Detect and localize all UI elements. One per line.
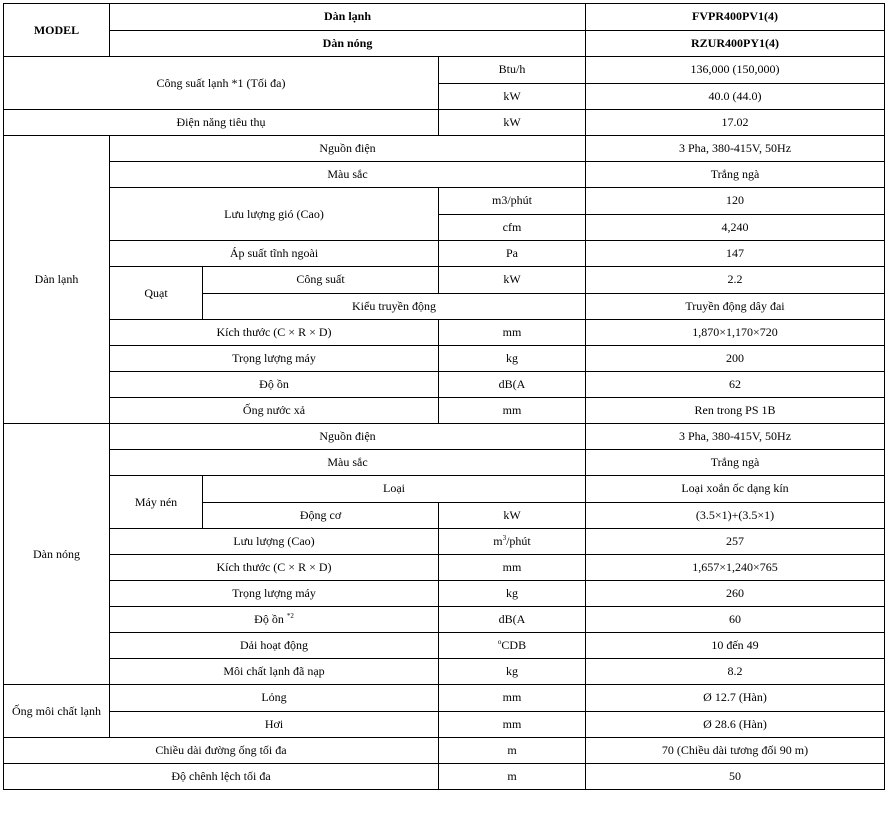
noise-footnote: *2	[286, 612, 294, 620]
compressor-motor-value: (3.5×1)+(3.5×1)	[586, 502, 885, 529]
table-row	[4, 110, 885, 136]
outdoor-weight-unit: kg	[439, 581, 586, 607]
table-row	[4, 764, 885, 790]
operating-range-value: 10 đến 49	[586, 633, 885, 659]
outdoor-power-supply-value: 3 Pha, 380-415V, 50Hz	[586, 424, 885, 450]
compressor-type-label: Loại	[203, 476, 586, 503]
header-row-outdoor	[4, 30, 885, 57]
model-header: MODEL	[4, 4, 110, 57]
outdoor-unit-header: Dàn nóng	[110, 30, 586, 57]
capacity-label: Công suất lạnh *1 (Tối đa)	[4, 57, 439, 110]
table-row	[4, 188, 885, 215]
outdoor-power-supply-label: Nguồn điện	[110, 424, 586, 450]
table-row	[4, 738, 885, 764]
fan-power-unit: kW	[439, 267, 586, 294]
table-row	[4, 529, 885, 555]
liquid-pipe-label: Lỏng	[110, 685, 439, 712]
indoor-noise-label: Độ ồn	[110, 372, 439, 398]
indoor-model-number: FVPR400PV1(4)	[586, 4, 885, 31]
noise-label-text: Độ ồn	[254, 612, 284, 626]
piping-group-label: Ống môi chất lạnh	[4, 685, 110, 738]
indoor-dimensions-value: 1,870×1,170×720	[586, 320, 885, 346]
indoor-weight-unit: kg	[439, 346, 586, 372]
max-length-unit: m	[439, 738, 586, 764]
static-pressure-unit: Pa	[439, 241, 586, 267]
drain-unit: mm	[439, 398, 586, 424]
fan-drive-label: Kiểu truyền động	[203, 293, 586, 320]
max-length-label: Chiều dài đường ống tối đa	[4, 738, 439, 764]
fan-label: Quạt	[110, 267, 203, 320]
table-row	[4, 241, 885, 267]
gas-pipe-value: Ø 28.6 (Hàn)	[586, 711, 885, 738]
power-value: 17.02	[586, 110, 885, 136]
indoor-power-supply-value: 3 Pha, 380-415V, 50Hz	[586, 136, 885, 162]
compressor-label: Máy nén	[110, 476, 203, 529]
table-row	[4, 398, 885, 424]
table-row	[4, 136, 885, 162]
table-row	[4, 685, 885, 712]
indoor-weight-value: 200	[586, 346, 885, 372]
indoor-dimensions-label: Kích thước (C × R × D)	[110, 320, 439, 346]
indoor-airflow-unit-cfm: cfm	[439, 214, 586, 241]
table-row	[4, 476, 885, 503]
table-row	[4, 450, 885, 476]
outdoor-color-value: Trắng ngà	[586, 450, 885, 476]
table-row	[4, 555, 885, 581]
refrigerant-value: 8.2	[586, 659, 885, 685]
unit-base: m	[493, 534, 503, 548]
operating-range-label: Dải hoạt động	[110, 633, 439, 659]
gas-pipe-label: Hơi	[110, 711, 439, 738]
outdoor-airflow-unit	[439, 529, 586, 555]
max-length-value: 70 (Chiều dài tương đối 90 m)	[586, 738, 885, 764]
liquid-pipe-unit: mm	[439, 685, 586, 712]
indoor-unit-header: Dàn lạnh	[110, 4, 586, 31]
refrigerant-label: Môi chất lạnh đã nạp	[110, 659, 439, 685]
indoor-airflow-label: Lưu lượng gió (Cao)	[110, 188, 439, 241]
compressor-motor-label: Động cơ	[203, 502, 439, 529]
drain-label: Ống nước xả	[110, 398, 439, 424]
outdoor-model-number: RZUR400PY1(4)	[586, 30, 885, 57]
gas-pipe-unit: mm	[439, 711, 586, 738]
table-row	[4, 659, 885, 685]
spec-table	[3, 3, 885, 790]
refrigerant-unit: kg	[439, 659, 586, 685]
table-row	[4, 267, 885, 294]
static-pressure-label: Áp suất tĩnh ngoài	[110, 241, 439, 267]
max-height-value: 50	[586, 764, 885, 790]
outdoor-group-label: Dàn nóng	[4, 424, 110, 685]
outdoor-dimensions-unit: mm	[439, 555, 586, 581]
outdoor-noise-unit: dB(A	[439, 607, 586, 633]
max-height-label: Độ chênh lệch tối đa	[4, 764, 439, 790]
outdoor-weight-label: Trọng lượng máy	[110, 581, 439, 607]
static-pressure-value: 147	[586, 241, 885, 267]
operating-range-unit	[439, 633, 586, 659]
compressor-motor-unit: kW	[439, 502, 586, 529]
outdoor-airflow-label: Lưu lượng (Cao)	[110, 529, 439, 555]
table-row	[4, 711, 885, 738]
unit-rest: /phút	[506, 534, 531, 548]
indoor-airflow-unit-m3: m3/phút	[439, 188, 586, 215]
fan-power-label: Công suất	[203, 267, 439, 294]
outdoor-airflow-value: 257	[586, 529, 885, 555]
indoor-airflow-value-m3: 120	[586, 188, 885, 215]
indoor-group-label: Dàn lạnh	[4, 136, 110, 424]
indoor-dimensions-unit: mm	[439, 320, 586, 346]
indoor-weight-label: Trọng lượng máy	[110, 346, 439, 372]
capacity-unit-kw: kW	[439, 83, 586, 110]
compressor-type-value: Loại xoắn ốc dạng kín	[586, 476, 885, 503]
outdoor-dimensions-value: 1,657×1,240×765	[586, 555, 885, 581]
indoor-power-supply-label: Nguồn điện	[110, 136, 586, 162]
fan-power-value: 2.2	[586, 267, 885, 294]
outdoor-weight-value: 260	[586, 581, 885, 607]
max-height-unit: m	[439, 764, 586, 790]
table-row	[4, 607, 885, 633]
indoor-noise-unit: dB(A	[439, 372, 586, 398]
drain-value: Ren trong PS 1B	[586, 398, 885, 424]
indoor-noise-value: 62	[586, 372, 885, 398]
table-row	[4, 581, 885, 607]
outdoor-color-label: Màu sắc	[110, 450, 586, 476]
table-row	[4, 424, 885, 450]
fan-drive-value: Truyền động dây đai	[586, 293, 885, 320]
capacity-value-btu: 136,000 (150,000)	[586, 57, 885, 84]
indoor-airflow-value-cfm: 4,240	[586, 214, 885, 241]
degree-superscript: o	[497, 638, 502, 646]
table-row	[4, 372, 885, 398]
unit-superscript: 3	[502, 534, 507, 542]
header-row-indoor	[4, 4, 885, 31]
indoor-color-label: Màu sắc	[110, 162, 586, 188]
table-row	[4, 320, 885, 346]
power-unit: kW	[439, 110, 586, 136]
outdoor-noise-value: 60	[586, 607, 885, 633]
table-row	[4, 633, 885, 659]
indoor-color-value: Trắng ngà	[586, 162, 885, 188]
liquid-pipe-value: Ø 12.7 (Hàn)	[586, 685, 885, 712]
outdoor-dimensions-label: Kích thước (C × R × D)	[110, 555, 439, 581]
table-row	[4, 57, 885, 84]
power-label: Điện năng tiêu thụ	[4, 110, 439, 136]
outdoor-noise-label	[110, 607, 439, 633]
capacity-value-kw: 40.0 (44.0)	[586, 83, 885, 110]
capacity-unit-btu: Btu/h	[439, 57, 586, 84]
table-row	[4, 162, 885, 188]
table-row	[4, 346, 885, 372]
unit-rest: CDB	[501, 638, 527, 652]
